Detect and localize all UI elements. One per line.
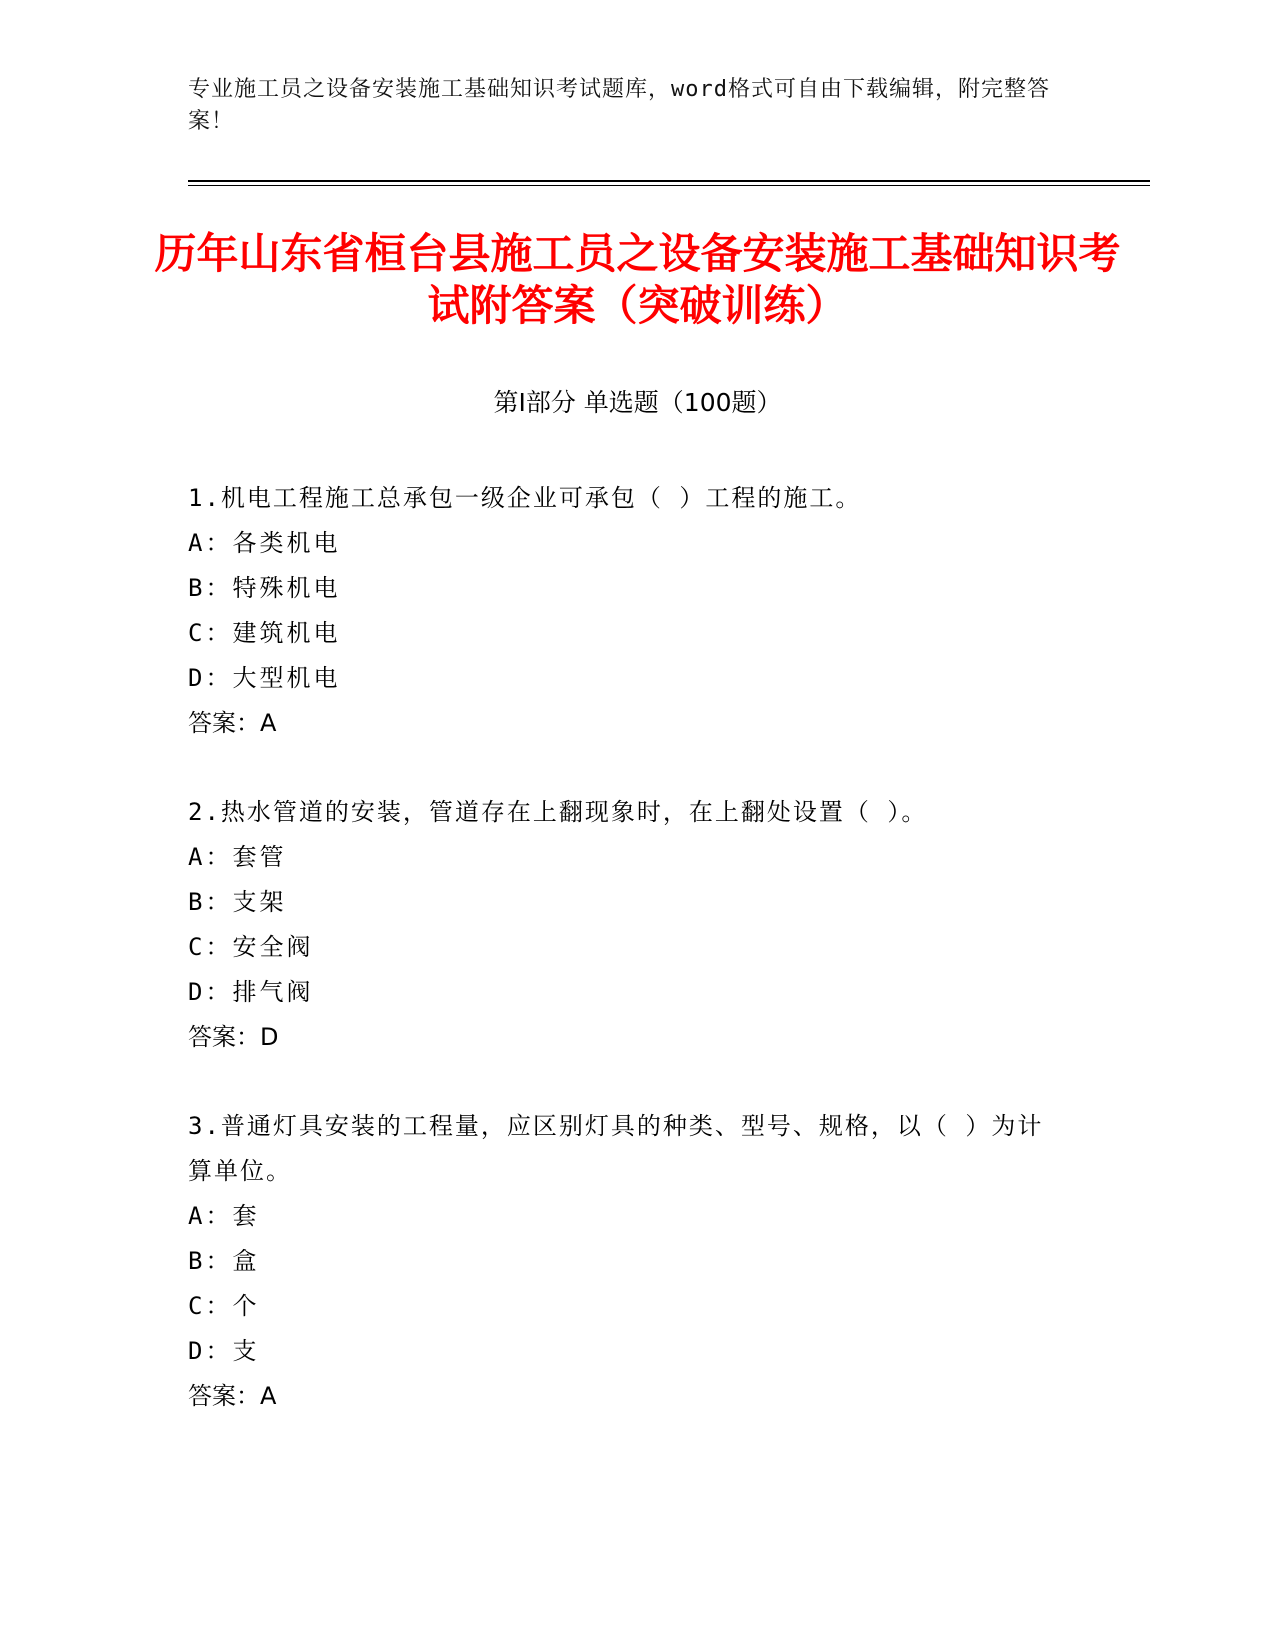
option-c: C：个 [188, 1292, 260, 1320]
question-list [188, 476, 1068, 1463]
answer-line: 答案：A [188, 709, 277, 737]
answer-line: 答案：D [188, 1023, 279, 1051]
question-item [188, 790, 1068, 1060]
section-title: 第Ⅰ部分 单选题（100题） [493, 388, 782, 417]
question-item [188, 1104, 1068, 1419]
option-a: A：套管 [188, 843, 287, 871]
option-d: D：大型机电 [188, 664, 341, 692]
header-divider-thick [188, 180, 1150, 182]
question-stem: 1.机电工程施工总承包一级企业可承包（ ）工程的施工。 [188, 484, 862, 512]
header-divider-thin [188, 185, 1150, 186]
question-item [188, 476, 1068, 746]
option-a: A：各类机电 [188, 529, 341, 557]
option-d: D：支 [188, 1337, 260, 1365]
question-stem: 2.热水管道的安装，管道存在上翻现象时，在上翻处设置（ ）。 [188, 798, 928, 826]
document-title: 历年山东省桓台县施工员之设备安装施工基础知识考试附答案（突破训练） [154, 229, 1121, 330]
question-stem: 3.普通灯具安装的工程量，应区别灯具的种类、型号、规格，以（ ）为计算单位。 [188, 1112, 1044, 1185]
option-b: B：支架 [188, 888, 287, 916]
option-c: C：建筑机电 [188, 619, 341, 647]
header-note: 专业施工员之设备安装施工基础知识考试题库，word格式可自由下载编辑，附完整答案！ [188, 77, 1050, 134]
answer-line: 答案：A [188, 1382, 277, 1410]
option-d: D：排气阀 [188, 978, 314, 1006]
option-c: C：安全阀 [188, 933, 314, 961]
option-b: B：特殊机电 [188, 574, 341, 602]
option-b: B：盒 [188, 1247, 260, 1275]
option-a: A：套 [188, 1202, 260, 1230]
